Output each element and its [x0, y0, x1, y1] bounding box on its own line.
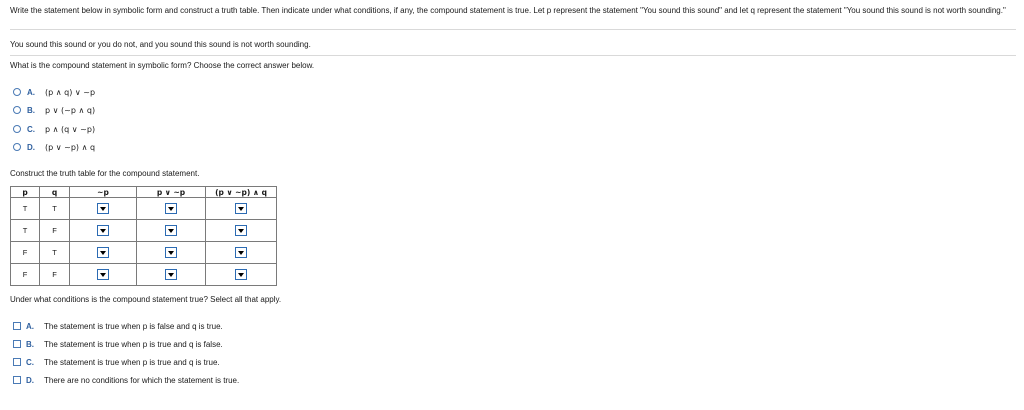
option-text: The statement is true when p is false and q is true.	[44, 321, 223, 331]
symbolic-form-question: What is the compound statement in symbolic form? Choose the correct answer below.	[10, 61, 315, 70]
table-row	[11, 242, 277, 264]
option-letter: D.	[27, 142, 35, 152]
cell-p-or-not-p	[137, 220, 206, 242]
truth-table	[10, 186, 277, 286]
problem-instructions: Write the statement below in symbolic form and construct a truth table. Then indicate under what conditions, if any, the compound statement is true. Let p represent the statement "You sound this sound" and let q represent the statement "You sound this sound is not worth sounding."	[10, 6, 1006, 15]
symbolic-option-c[interactable]	[13, 123, 95, 135]
table-row	[11, 264, 277, 286]
option-letter: A.	[27, 87, 35, 97]
header-p: p	[11, 187, 40, 198]
cell-compound	[206, 220, 277, 242]
cell-q: F	[40, 264, 70, 286]
table-row	[11, 220, 277, 242]
checkbox[interactable]	[13, 340, 21, 348]
table-row	[11, 198, 277, 220]
truth-value-dropdown[interactable]	[165, 203, 177, 214]
condition-option-c[interactable]	[13, 356, 220, 368]
option-letter: D.	[26, 375, 34, 385]
radio-button[interactable]	[13, 125, 21, 133]
radio-button[interactable]	[13, 88, 21, 96]
condition-option-b[interactable]	[13, 338, 223, 350]
cell-q: T	[40, 242, 70, 264]
cell-compound	[206, 264, 277, 286]
divider	[10, 55, 1016, 56]
divider	[10, 29, 1016, 30]
condition-option-a[interactable]	[13, 320, 223, 332]
option-text: p ∨ (~p ∧ q)	[45, 105, 96, 115]
option-text: The statement is true when p is true and q is false.	[44, 339, 223, 349]
condition-option-d[interactable]	[13, 374, 239, 386]
truth-value-dropdown[interactable]	[97, 247, 109, 258]
header-not-p: ~p	[70, 187, 137, 198]
truth-table-prompt: Construct the truth table for the compound statement.	[10, 169, 200, 178]
checkbox[interactable]	[13, 322, 21, 330]
truth-value-dropdown[interactable]	[235, 247, 247, 258]
option-text: p ∧ (q ∨ ~p)	[45, 124, 96, 134]
cell-not-p	[70, 220, 137, 242]
truth-value-dropdown[interactable]	[165, 247, 177, 258]
option-text: (p ∨ ~p) ∧ q	[45, 142, 96, 152]
radio-button[interactable]	[13, 143, 21, 151]
truth-value-dropdown[interactable]	[165, 225, 177, 236]
checkbox[interactable]	[13, 358, 21, 366]
option-text: (p ∧ q) ∨ ~p	[45, 87, 96, 97]
truth-value-dropdown[interactable]	[97, 269, 109, 280]
header-q: q	[40, 187, 70, 198]
cell-q: F	[40, 220, 70, 242]
cell-p: T	[11, 198, 40, 220]
header-p-or-not-p: p ∨ ~p	[137, 187, 206, 198]
cell-not-p	[70, 242, 137, 264]
truth-value-dropdown[interactable]	[235, 225, 247, 236]
truth-value-dropdown[interactable]	[97, 225, 109, 236]
truth-value-dropdown[interactable]	[235, 203, 247, 214]
cell-p-or-not-p	[137, 242, 206, 264]
truth-value-dropdown[interactable]	[97, 203, 109, 214]
truth-value-dropdown[interactable]	[165, 269, 177, 280]
truth-table-header-row	[11, 187, 277, 198]
checkbox[interactable]	[13, 376, 21, 384]
cell-p: F	[11, 242, 40, 264]
option-letter: B.	[26, 339, 34, 349]
cell-p: T	[11, 220, 40, 242]
option-text: There are no conditions for which the statement is true.	[44, 375, 240, 385]
cell-p: F	[11, 264, 40, 286]
header-compound: (p ∨ ~p) ∧ q	[206, 187, 277, 198]
symbolic-option-d[interactable]	[13, 141, 95, 153]
cell-compound	[206, 242, 277, 264]
option-text: The statement is true when p is true and q is true.	[44, 357, 220, 367]
option-letter: C.	[27, 124, 35, 134]
symbolic-option-b[interactable]	[13, 104, 95, 116]
option-letter: C.	[26, 357, 34, 367]
statement-text: You sound this sound or you do not, and you sound this sound is not worth sounding.	[10, 40, 311, 49]
truth-value-dropdown[interactable]	[235, 269, 247, 280]
option-letter: A.	[26, 321, 34, 331]
option-letter: B.	[27, 105, 35, 115]
cell-compound	[206, 198, 277, 220]
cell-not-p	[70, 198, 137, 220]
symbolic-option-a[interactable]	[13, 86, 95, 98]
radio-button[interactable]	[13, 106, 21, 114]
cell-not-p	[70, 264, 137, 286]
cell-p-or-not-p	[137, 198, 206, 220]
conditions-question: Under what conditions is the compound statement true? Select all that apply.	[10, 295, 282, 304]
cell-p-or-not-p	[137, 264, 206, 286]
cell-q: T	[40, 198, 70, 220]
